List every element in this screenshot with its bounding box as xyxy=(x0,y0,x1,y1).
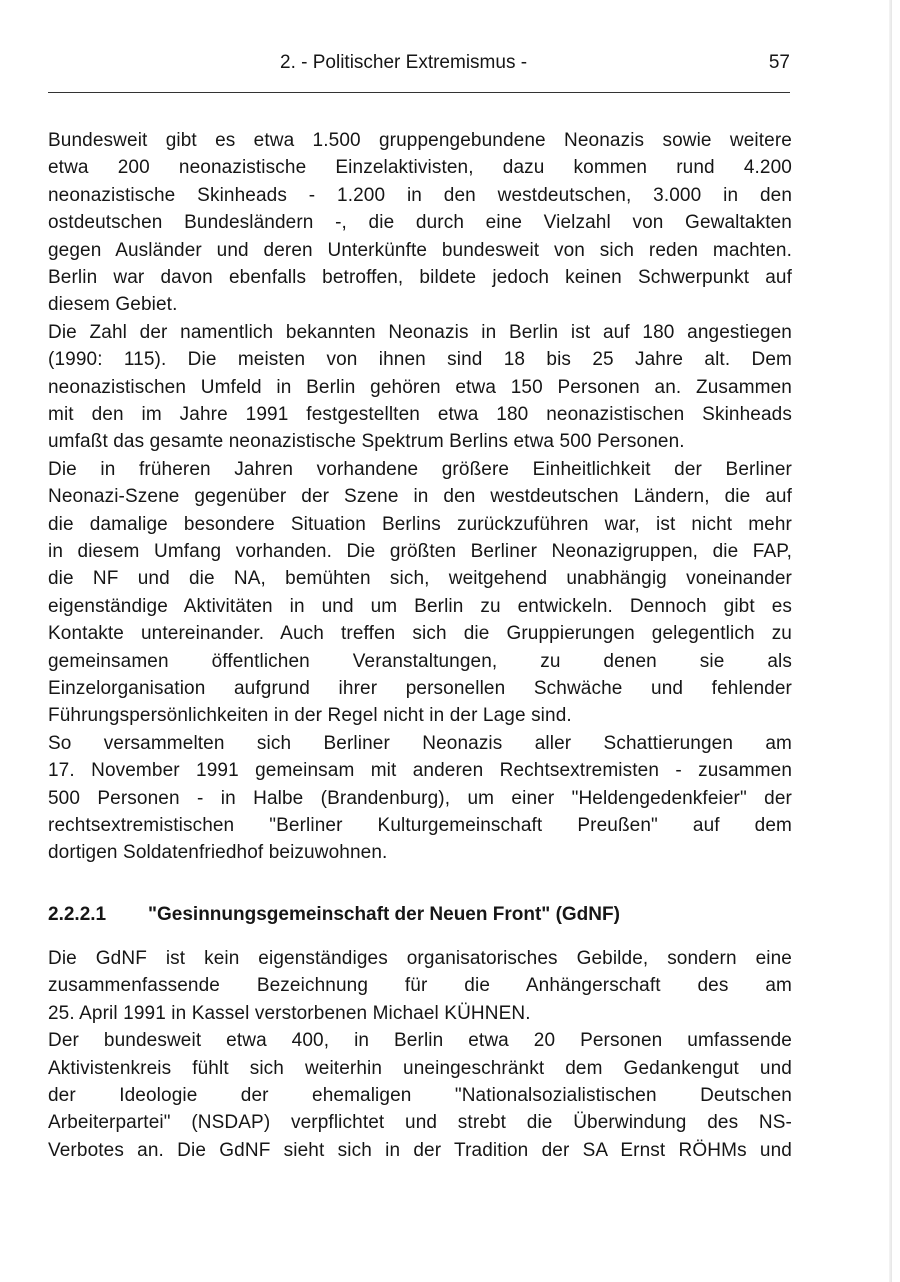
section-paragraph-2 xyxy=(48,1027,792,1164)
text-line: umfaßt das gesamte neonazistische Spektrum Berlins etwa 500 Personen. xyxy=(48,431,685,453)
body-paragraph-4 xyxy=(48,730,792,867)
text-line: die NF und die NA, bemühten sich, weitgehend unabhängig voneinander xyxy=(48,568,792,590)
text-line: Einzelorganisation aufgrund ihrer personellen Schwäche und fehlender xyxy=(48,677,792,699)
section-number: 2.2.2.1 xyxy=(48,904,107,925)
text-line: Neonazi-Szene gegenüber der Szene in den westdeutschen Ländern, die auf xyxy=(48,486,792,508)
text-line: rechtsextremistischen "Berliner Kulturgemeinschaft Preußen" auf dem xyxy=(48,814,792,836)
text-line: diesem Gebiet. xyxy=(48,294,178,316)
text-line: Aktivistenkreis fühlt sich weiterhin uneingeschränkt dem Gedankengut und xyxy=(48,1057,792,1079)
text-line: Die GdNF ist kein eigenständiges organisatorisches Gebilde, sondern eine xyxy=(48,948,792,969)
text-line: gegen Ausländer und deren Unterkünfte bundesweit von sich reden machten. xyxy=(48,239,792,261)
text-line: neonazistischen Umfeld in Berlin gehören etwa 150 Personen an. Zusammen xyxy=(48,376,792,398)
running-header xyxy=(48,50,790,80)
text-line: Bundesweit gibt es etwa 1.500 gruppengebundene Neonazis sowie weitere xyxy=(48,130,792,151)
text-line: neonazistische Skinheads - 1.200 in den westdeutschen, 3.000 in den xyxy=(48,184,792,206)
text-line: ostdeutschen Bundesländern -, die durch eine Vielzahl von Gewaltakten xyxy=(48,212,792,234)
text-line: eigenständige Aktivitäten in und um Berlin zu entwickeln. Dennoch gibt es xyxy=(48,595,792,617)
section-heading xyxy=(48,901,792,931)
text-line: mit den im Jahre 1991 festgestellten etwa 180 neonazistischen Skinheads xyxy=(48,403,792,425)
text-line: gemeinsamen öffentlichen Veranstaltungen, zu denen sie als xyxy=(48,650,792,672)
section-paragraph-1 xyxy=(48,945,792,1027)
text-line: Der bundesweit etwa 400, in Berlin etwa 20 Personen umfassende xyxy=(48,1030,792,1052)
text-line: Kontakte untereinander. Auch treffen sich die Gruppierungen gelegentlich zu xyxy=(48,623,792,645)
page-number: 57 xyxy=(768,52,790,73)
body-paragraph-1 xyxy=(48,127,792,319)
page-edge-shadow xyxy=(889,0,892,1282)
text-line: etwa 200 neonazistische Einzelaktivisten, dazu kommen rund 4.200 xyxy=(48,157,792,179)
text-line: Verbotes an. Die GdNF sieht sich in der Tradition der SA Ernst RÖHMs und xyxy=(48,1139,792,1161)
body-paragraph-2 xyxy=(48,319,792,456)
text-line: in diesem Umfang vorhanden. Die größten Berliner Neonazigruppen, die FAP, xyxy=(48,540,792,562)
text-line: Führungspersönlichkeiten in der Regel nicht in der Lage sind. xyxy=(48,705,572,727)
text-line: zusammenfassende Bezeichnung für die Anhängerschaft des am xyxy=(48,975,792,997)
section-title: "Gesinnungsgemeinschaft der Neuen Front" (GdNF) xyxy=(148,904,620,925)
text-line: So versammelten sich Berliner Neonazis aller Schattierungen am xyxy=(48,732,792,754)
text-line: Die in früheren Jahren vorhandene größere Einheitlichkeit der Berliner xyxy=(48,458,792,480)
text-line: der Ideologie der ehemaligen "Nationalsozialistischen Deutschen xyxy=(48,1084,792,1106)
text-line: Arbeiterpartei" (NSDAP) verpflichtet und strebt die Überwindung des NS- xyxy=(48,1112,792,1134)
text-line: 500 Personen - in Halbe (Brandenburg), um einer "Heldengedenkfeier" der xyxy=(48,787,792,809)
text-line: Berlin war davon ebenfalls betroffen, bildete jedoch keinen Schwerpunkt auf xyxy=(48,266,792,288)
text-line: dortigen Soldatenfriedhof beizuwohnen. xyxy=(48,842,388,864)
text-line: Die Zahl der namentlich bekannten Neonazis in Berlin ist auf 180 angestiegen xyxy=(48,321,792,343)
header-rule xyxy=(48,92,790,93)
text-line: die damalige besondere Situation Berlins zurückzuführen war, ist nicht mehr xyxy=(48,513,792,535)
running-header-title: 2. - Politischer Extremismus - xyxy=(280,52,528,73)
text-line: 17. November 1991 gemeinsam mit anderen Rechtsextremisten - zusammen xyxy=(48,760,792,782)
text-line: 25. April 1991 in Kassel verstorbenen Michael KÜHNEN. xyxy=(48,1002,531,1024)
text-line: (1990: 115). Die meisten von ihnen sind 18 bis 25 Jahre alt. Dem xyxy=(48,349,792,371)
body-paragraph-3 xyxy=(48,456,792,730)
